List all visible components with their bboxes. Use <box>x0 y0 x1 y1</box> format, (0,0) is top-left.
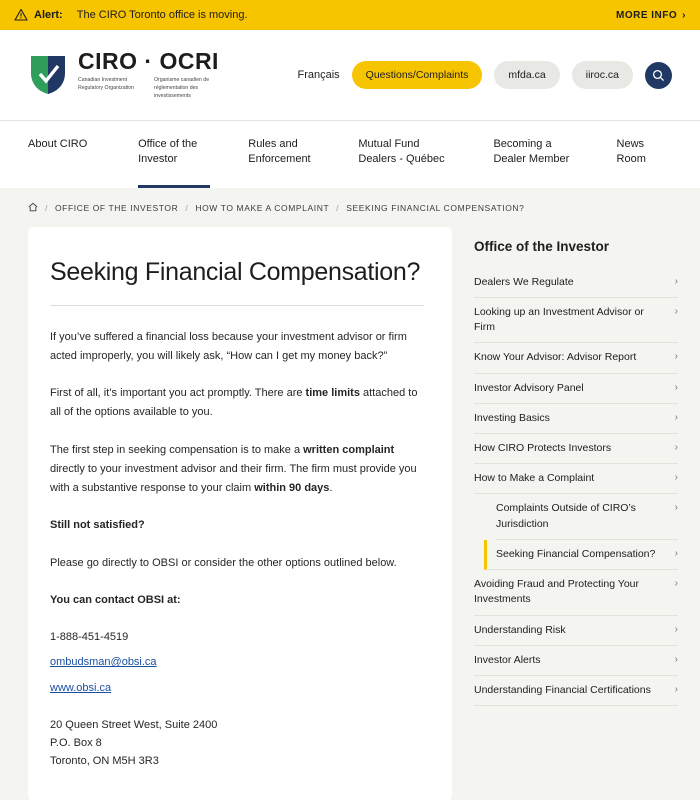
sidebar-item-label: Understanding Financial Certifications <box>474 683 651 696</box>
chevron-right-icon: › <box>674 442 678 453</box>
site-header <box>0 30 700 120</box>
obsi-email-link[interactable]: ombudsman@obsi.ca <box>50 656 157 669</box>
sidebar-item-label: How CIRO Protects Investors <box>474 442 612 454</box>
home-icon[interactable] <box>28 202 38 215</box>
alert-more-info-link[interactable] <box>616 10 686 21</box>
title-divider <box>50 305 424 306</box>
sidebar-item-label: Dealers We Regulate <box>474 275 574 288</box>
sidebar-title: Office of the Investor <box>474 238 610 254</box>
chevron-right-icon: › <box>674 411 678 423</box>
chevron-right-icon: › <box>674 381 678 393</box>
sidebar-item-label: Know Your Advisor: Advisor Report <box>474 351 637 364</box>
sidebar-subgroup <box>474 494 678 570</box>
obsi-address <box>50 716 424 770</box>
sidebar-item-investor-alerts[interactable] <box>474 646 678 676</box>
obsi-website-link[interactable]: www.obsi.ca <box>50 681 112 694</box>
article-card <box>28 227 452 800</box>
main-navigation <box>0 120 700 188</box>
paragraph-written-complaint <box>50 441 424 499</box>
sidebar-item-label: Investor Alerts <box>474 653 541 666</box>
iiroc-link-button[interactable]: iiroc.ca <box>572 61 633 89</box>
paragraph-written-complaint-a: The first step in seeking compensation is to make a <box>50 443 304 456</box>
chevron-right-icon: › <box>674 578 678 590</box>
heading-contact-obsi-text: You can contact OBSI at: <box>50 593 181 606</box>
paragraph-time-limits-a: First of all, it’s important you act promptly. There are <box>50 387 306 400</box>
paragraph-ninety-days-emphasis: within 90 days <box>254 482 330 495</box>
chevron-right-icon: › <box>674 623 678 635</box>
alert-label: Alert: <box>34 9 63 21</box>
sidebar-item-understanding-risk[interactable] <box>474 616 678 646</box>
breadcrumb-separator-1: / <box>45 203 48 214</box>
sidebar-item-dealers-we-regulate[interactable] <box>474 268 678 298</box>
breadcrumb-item-office-of-the-investor[interactable]: OFFICE OF THE INVESTOR <box>54 203 179 214</box>
nav-item-mutual-fund-dealers-quebec[interactable]: Mutual Fund Dealers - Québec <box>358 138 445 165</box>
sidebar-item-know-your-advisor[interactable] <box>474 343 678 373</box>
alert-text: The CIRO Toronto office is moving. <box>76 9 248 21</box>
obsi-address-line-1: 20 Queen Street West, Suite 2400 <box>50 718 218 731</box>
sidebar-item-understanding-financial-certifications[interactable] <box>474 676 678 706</box>
sidebar-item-investor-advisory-panel[interactable] <box>474 374 678 404</box>
ciro-logo[interactable] <box>28 49 219 101</box>
warning-triangle-icon <box>14 8 28 22</box>
sidebar-item-looking-up-an-investment-advisor-or-firm[interactable] <box>474 298 678 343</box>
breadcrumb-item-how-to-make-a-complaint[interactable]: HOW TO MAKE A COMPLAINT <box>195 203 330 214</box>
chevron-right-icon: › <box>674 683 678 695</box>
paragraph-intro: If you’ve suffered a financial loss because your investment advisor or firm acted improperly, you will likely ask, “How can I get my money back?” <box>50 330 407 362</box>
questions-complaints-button[interactable]: Questions/Complaints <box>352 61 483 89</box>
sidebar <box>474 227 678 707</box>
chevron-right-icon: › <box>674 502 678 514</box>
sidebar-item-investing-basics[interactable] <box>474 404 678 434</box>
chevron-right-icon: › <box>674 472 678 484</box>
chevron-right-icon: › <box>682 9 686 21</box>
breadcrumb-separator-2: / <box>185 203 189 214</box>
sidebar-item-how-ciro-protects-investors[interactable] <box>474 434 678 464</box>
logo-subtitle-en: Canadian Investment Regulatory Organization <box>78 77 134 92</box>
ciro-logo-mark-icon <box>28 53 68 97</box>
obsi-address-line-3: Toronto, ON M5H 3R3 <box>50 755 159 768</box>
logo-subtitle-fr: Organisme canadien de réglementation des investissements <box>154 77 210 100</box>
sidebar-item-label: Looking up an Investment Advisor or Firm <box>474 305 644 334</box>
sidebar-item-avoiding-fraud[interactable] <box>474 570 678 615</box>
obsi-email <box>50 653 424 672</box>
paragraph-obsi-directions: Please go directly to OBSI or consider the other options outlined below. <box>50 556 397 569</box>
nav-item-rules-and-enforcement[interactable]: Rules and Enforcement <box>248 138 311 165</box>
chevron-right-icon: › <box>674 305 678 317</box>
heading-still-not-satisfied <box>50 516 424 535</box>
alert-banner <box>0 0 700 30</box>
page-title: Seeking Financial Compensation? <box>50 257 421 286</box>
sidebar-item-label: Avoiding Fraud and Protecting Your Investments <box>474 578 640 606</box>
obsi-phone: 1-888-451-4519 <box>50 631 129 644</box>
chevron-right-icon: › <box>674 351 678 363</box>
sidebar-item-how-to-make-a-complaint[interactable] <box>474 464 678 494</box>
sidebar-item-label: Seeking Financial Compensation? <box>496 547 656 560</box>
sidebar-item-complaints-outside-jurisdiction[interactable] <box>496 494 678 539</box>
heading-contact-obsi <box>50 591 424 610</box>
nav-item-becoming-a-dealer-member[interactable]: Becoming a Dealer Member <box>493 138 570 165</box>
alert-more-info-label: MORE INFO <box>615 9 678 21</box>
mfda-link-button[interactable]: mfda.ca <box>494 61 559 89</box>
paragraph-written-complaint-c: directly to your investment advisor and their firm. The firm must provide you with a substantive response to your claim <box>50 462 417 495</box>
paragraph-time-limits-emphasis: time limits <box>305 387 360 400</box>
paragraph-time-limits-c: attached to all of the options available to you. <box>50 387 418 419</box>
page-background <box>0 30 700 800</box>
chevron-right-icon: › <box>674 547 678 559</box>
logo-title: CIRO · OCRI <box>78 48 219 75</box>
search-icon[interactable] <box>645 62 672 89</box>
heading-still-not-satisfied-text: Still not satisfied? <box>50 519 145 532</box>
breadcrumb-separator-3: / <box>336 203 340 214</box>
chevron-right-icon: › <box>674 275 678 287</box>
breadcrumb <box>0 188 700 227</box>
nav-item-about-ciro[interactable]: About CIRO <box>28 138 88 150</box>
sidebar-item-seeking-financial-compensation[interactable] <box>484 540 678 570</box>
language-toggle-link[interactable]: Français <box>297 69 340 81</box>
chevron-right-icon: › <box>674 653 678 665</box>
sidebar-item-label: Investor Advisory Panel <box>474 381 584 394</box>
paragraph-written-complaint-e: . <box>329 482 333 495</box>
sidebar-item-label: Investing Basics <box>474 411 550 424</box>
nav-item-news-room[interactable]: News Room <box>616 138 646 165</box>
sidebar-item-label: Complaints Outside of CIRO’s Jurisdiction <box>496 502 636 530</box>
paragraph-time-limits <box>50 384 424 423</box>
sidebar-item-label: How to Make a Complaint <box>474 472 595 485</box>
sidebar-item-label: Understanding Risk <box>474 623 566 636</box>
obsi-website <box>50 679 424 698</box>
nav-item-office-of-the-investor[interactable]: Office of the Investor <box>138 121 210 188</box>
content-area <box>0 227 700 800</box>
breadcrumb-item-current: SEEKING FINANCIAL COMPENSATION? <box>346 203 525 214</box>
paragraph-written-complaint-emphasis: written complaint <box>303 443 395 456</box>
obsi-address-line-2: P.O. Box 8 <box>50 737 102 750</box>
